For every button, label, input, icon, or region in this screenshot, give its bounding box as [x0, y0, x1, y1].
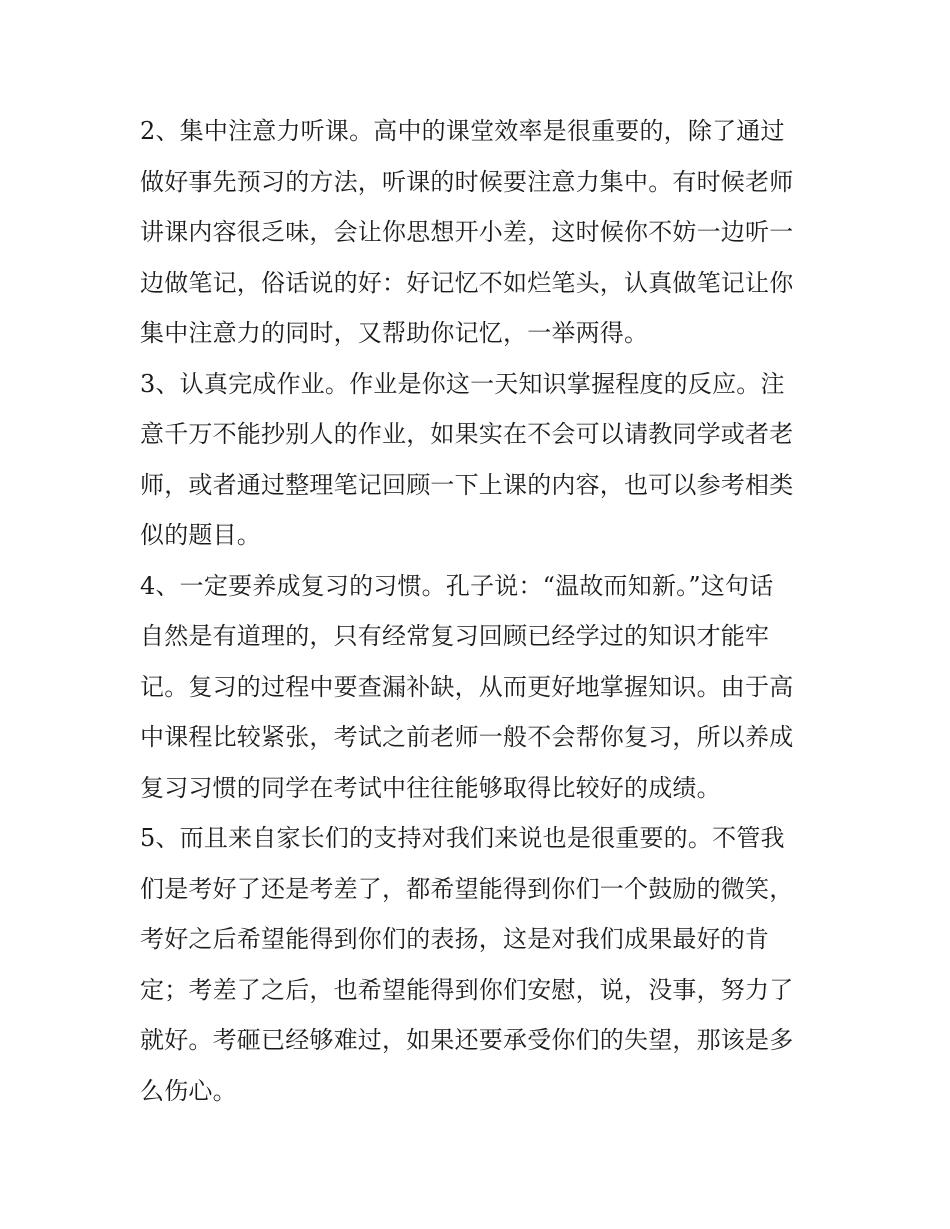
- text-line: 2、集中注意力听课。高中的课堂效率是很重要的，除了通过: [140, 117, 785, 145]
- text-line: 们是考好了还是考差了，都希望能得到你们一个鼓励的微笑，: [140, 874, 794, 903]
- document-body: [140, 106, 812, 1116]
- text-line: 师，或者通过整理笔记回顾一下上课的内容，也可以参考相类: [140, 470, 794, 499]
- text-line: 考好之后希望能得到你们的表扬，这是对我们成果最好的肯: [140, 925, 770, 953]
- text-line: 定；考差了之后，也希望能得到你们安慰，说，没事，努力了: [140, 975, 794, 1004]
- text-line: 集中注意力的同时，又帮助你记忆，一举两得。: [140, 319, 649, 347]
- paragraph-4: [140, 561, 812, 814]
- text-line: 边做笔记，俗话说的好：好记忆不如烂笔头，认真做笔记让你: [140, 268, 794, 297]
- paragraph-2: [140, 106, 812, 359]
- paragraph-3: [140, 359, 812, 561]
- text-line: 复习习惯的同学在考试中往往能够取得比较好的成绩。: [140, 773, 721, 802]
- text-line: 中课程比较紧张，考试之前老师一般不会帮你复习，所以养成: [140, 723, 794, 751]
- text-line: 做好事先预习的方法，听课的时候要注意力集中。有时候老师: [140, 167, 794, 196]
- text-line: 就好。考砸已经够难过，如果还要承受你们的失望，那该是多: [140, 1026, 794, 1054]
- text-line: 3、认真完成作业。作业是你这一天知识掌握程度的反应。注: [140, 369, 785, 398]
- paragraph-5: [140, 813, 812, 1116]
- text-line: 4、一定要养成复习的习惯。孔子说：“温故而知新。”这句话: [140, 571, 774, 600]
- text-line: 似的题目。: [140, 521, 261, 549]
- text-line: 意千万不能抄别人的作业，如果实在不会可以请教同学或者老: [140, 420, 794, 448]
- text-line: 讲课内容很乏味，会让你思想开小差，这时候你不妨一边听一: [140, 218, 794, 246]
- text-line: 5、而且来自家长们的支持对我们来说也是很重要的。不管我: [140, 824, 785, 852]
- text-line: 自然是有道理的，只有经常复习回顾已经学过的知识才能牢: [140, 622, 770, 650]
- text-line: 记。复习的过程中要查漏补缺，从而更好地掌握知识。由于高: [140, 672, 794, 701]
- text-line: 么伤心。: [140, 1076, 237, 1105]
